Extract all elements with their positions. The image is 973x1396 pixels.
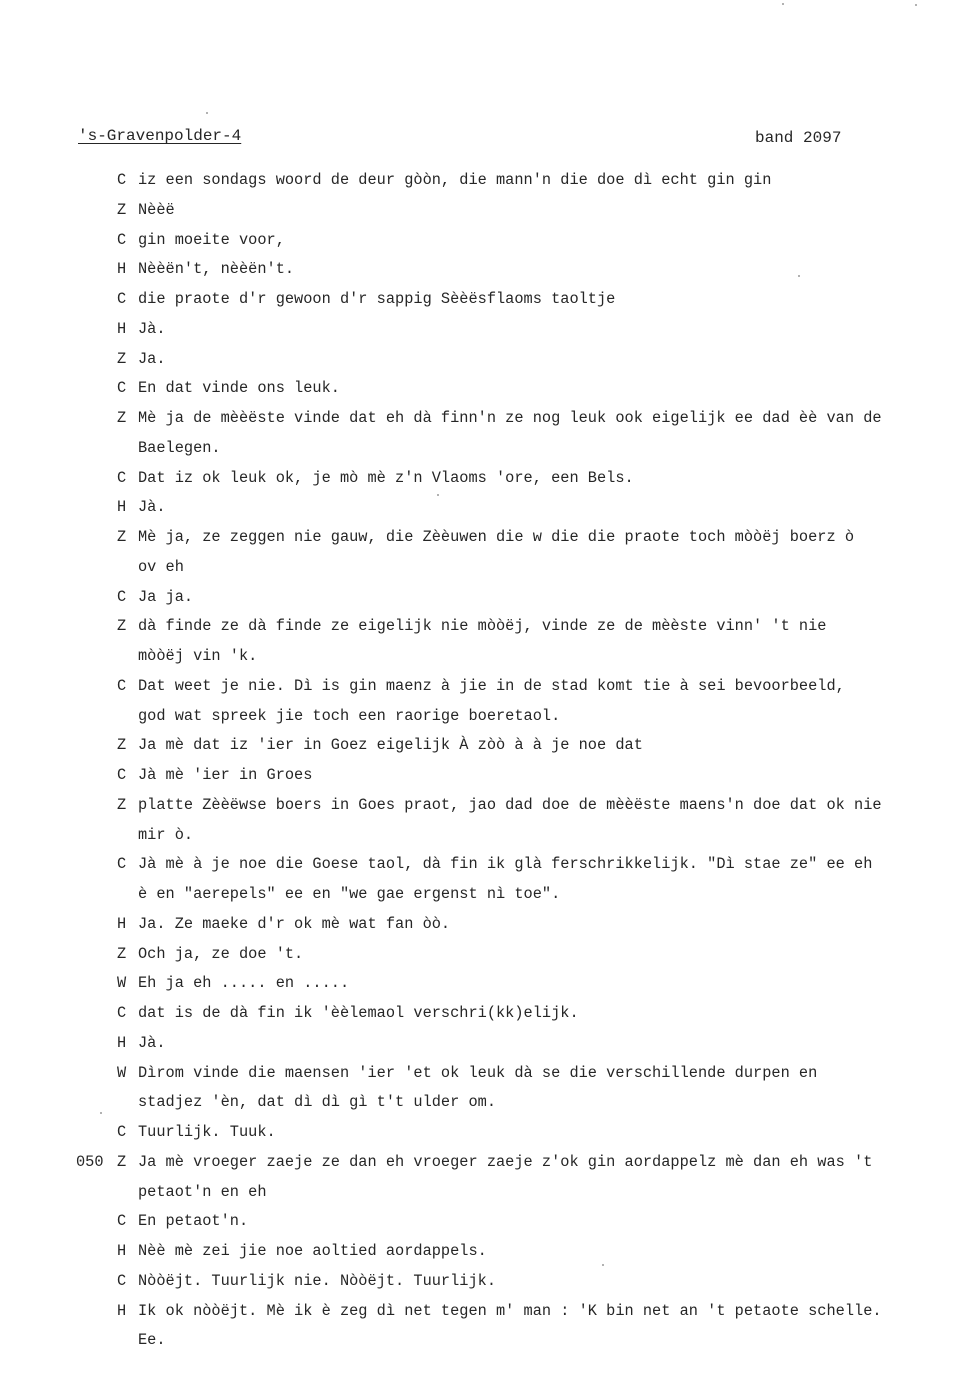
- utterance-text: Nèèën't, nèèën't.: [138, 260, 295, 279]
- speaker-label: Z: [117, 944, 127, 963]
- speaker-label: Z: [117, 736, 127, 755]
- utterance-continuation: mòòëj vin 'k.: [138, 647, 258, 665]
- speaker-label: Z: [117, 795, 127, 814]
- utterance-continuation: mir ò.: [138, 825, 194, 844]
- speaker-label: C: [117, 1004, 127, 1022]
- speaker-label: C: [117, 379, 127, 398]
- utterance-text: Nèèë: [138, 200, 175, 219]
- scan-speck: [100, 1112, 102, 1114]
- utterance-text: dat is de dà fin ik 'èèlemaol verschri(kk)elijk.: [138, 1004, 579, 1022]
- speaker-label: C: [117, 468, 127, 487]
- speaker-label: H: [117, 1242, 127, 1260]
- utterance-text: Dìrom vinde die maensen 'ier 'et ok leuk dà se die verschillende durpen en: [138, 1063, 818, 1082]
- speaker-label: H: [117, 1301, 127, 1320]
- scan-speck: [602, 1264, 604, 1266]
- speaker-label: H: [117, 319, 127, 338]
- utterance-text: Jà.: [138, 498, 166, 517]
- speaker-label: C: [117, 676, 127, 695]
- speaker-label: C: [117, 171, 127, 189]
- speaker-label: Z: [117, 349, 127, 368]
- speaker-label: Z: [117, 1152, 127, 1171]
- utterance-text: Ik ok nòòëjt. Mè ik è zeg dì net tegen m' man : 'K bin net an 't petaote schelle.: [138, 1301, 882, 1320]
- scan-speck: [798, 275, 800, 277]
- speaker-label: C: [117, 230, 127, 249]
- speaker-label: C: [117, 855, 127, 874]
- utterance-text: Tuurlijk. Tuuk.: [138, 1123, 276, 1141]
- band-number: band 2097: [755, 129, 842, 147]
- speaker-label: Z: [117, 200, 127, 219]
- utterance-text: dà finde ze dà finde ze eigelijk nie mòòëj, vinde ze de mèèste vinn' 't nie: [138, 617, 827, 636]
- utterance-text: Jà.: [138, 1033, 166, 1052]
- utterance-continuation: è en "aerepels" ee en "we gae ergenst nì toe".: [138, 885, 561, 903]
- utterance-text: En dat vinde ons leuk.: [138, 379, 340, 398]
- utterance-text: Ja. Ze maeke d'r ok mè wat fan òò.: [138, 914, 451, 933]
- utterance-text: Jà mè à je noe die Goese taol, dà fin ik glà ferschrikkelijk. "Dì stae ze" ee eh: [138, 855, 873, 874]
- scan-speck: [915, 4, 917, 6]
- speaker-label: C: [117, 1271, 127, 1290]
- speaker-label: W: [117, 1063, 127, 1082]
- speaker-label: C: [117, 290, 127, 308]
- utterance-text: Jà.: [138, 319, 166, 338]
- utterance-continuation: stadjez 'èn, dat dì dì gì t't ulder om.: [138, 1093, 497, 1112]
- utterance-text: platte Zèèëwse boers in Goes praot, jao dad doe de mèèëste maens'n doe dat ok nie: [138, 795, 882, 814]
- speaker-label: H: [117, 260, 127, 279]
- utterance-text: Mè ja de mèèëste vinde dat eh dà finn'n ze nog leuk ook eigelijk ee dad èè van de: [138, 409, 882, 427]
- speaker-label: H: [117, 914, 127, 933]
- scan-speck: [206, 112, 208, 114]
- utterance-text: Nòòëjt. Tuurlijk nie. Nòòëjt. Tuurlijk.: [138, 1271, 497, 1290]
- utterance-text: En petaot'n.: [138, 1212, 249, 1231]
- speaker-label: W: [117, 974, 127, 993]
- document-title: 's-Gravenpolder-4: [78, 127, 242, 145]
- utterance-text: Och ja, ze doe 't.: [138, 944, 304, 963]
- utterance-text: die praote d'r gewoon d'r sappig Sèèësflaoms taoltje: [138, 290, 616, 308]
- speaker-label: C: [117, 766, 127, 784]
- utterance-continuation: petaot'n en eh: [138, 1182, 267, 1201]
- utterance-text: Jà mè 'ier in Groes: [138, 766, 313, 784]
- utterance-text: Ja mè vroeger zaeje ze dan eh vroeger zaeje z'ok gin aordappelz mè dan eh was 't: [138, 1152, 873, 1171]
- utterance-continuation: god wat spreek jie toch een raorige boeretaol.: [138, 706, 561, 725]
- speaker-label: H: [117, 498, 127, 517]
- speaker-label: C: [117, 1212, 127, 1231]
- utterance-text: Dat weet je nie. Dì is gin maenz à jie in de stad komt tie à sei bevoorbeeld,: [138, 676, 845, 695]
- speaker-label: C: [117, 587, 127, 606]
- speaker-label: Z: [117, 409, 127, 427]
- utterance-text: gin moeite voor,: [138, 230, 285, 249]
- utterance-text: iz een sondags woord de deur gòòn, die mann'n die doe dì echt gin gin: [138, 171, 772, 189]
- utterance-continuation: Baelegen.: [138, 438, 221, 457]
- line-number: 050: [76, 1152, 104, 1171]
- speaker-label: Z: [117, 528, 127, 546]
- speaker-label: Z: [117, 617, 127, 636]
- utterance-text: Nèè mè zei jie noe aoltied aordappels.: [138, 1242, 487, 1260]
- utterance-text: Ja mè dat iz 'ier in Goez eigelijk À zòò à à je noe dat: [138, 736, 643, 755]
- speaker-label: C: [117, 1123, 127, 1141]
- utterance-text: Ja.: [138, 349, 166, 368]
- utterance-text: Ja ja.: [138, 587, 194, 606]
- utterance-text: Mè ja, ze zeggen nie gauw, die Zèèuwen die w die die praote toch mòòëj boerz ò: [138, 528, 855, 546]
- utterance-continuation: Ee.: [138, 1331, 166, 1350]
- scan-speck: [437, 494, 439, 496]
- utterance-text: Dat iz ok leuk ok, je mò mè z'n Vlaoms 'ore, een Bels.: [138, 468, 634, 487]
- utterance-continuation: ov eh: [138, 557, 184, 576]
- scan-speck: [782, 3, 784, 5]
- speaker-label: H: [117, 1033, 127, 1052]
- utterance-text: Eh ja eh ..... en .....: [138, 974, 350, 993]
